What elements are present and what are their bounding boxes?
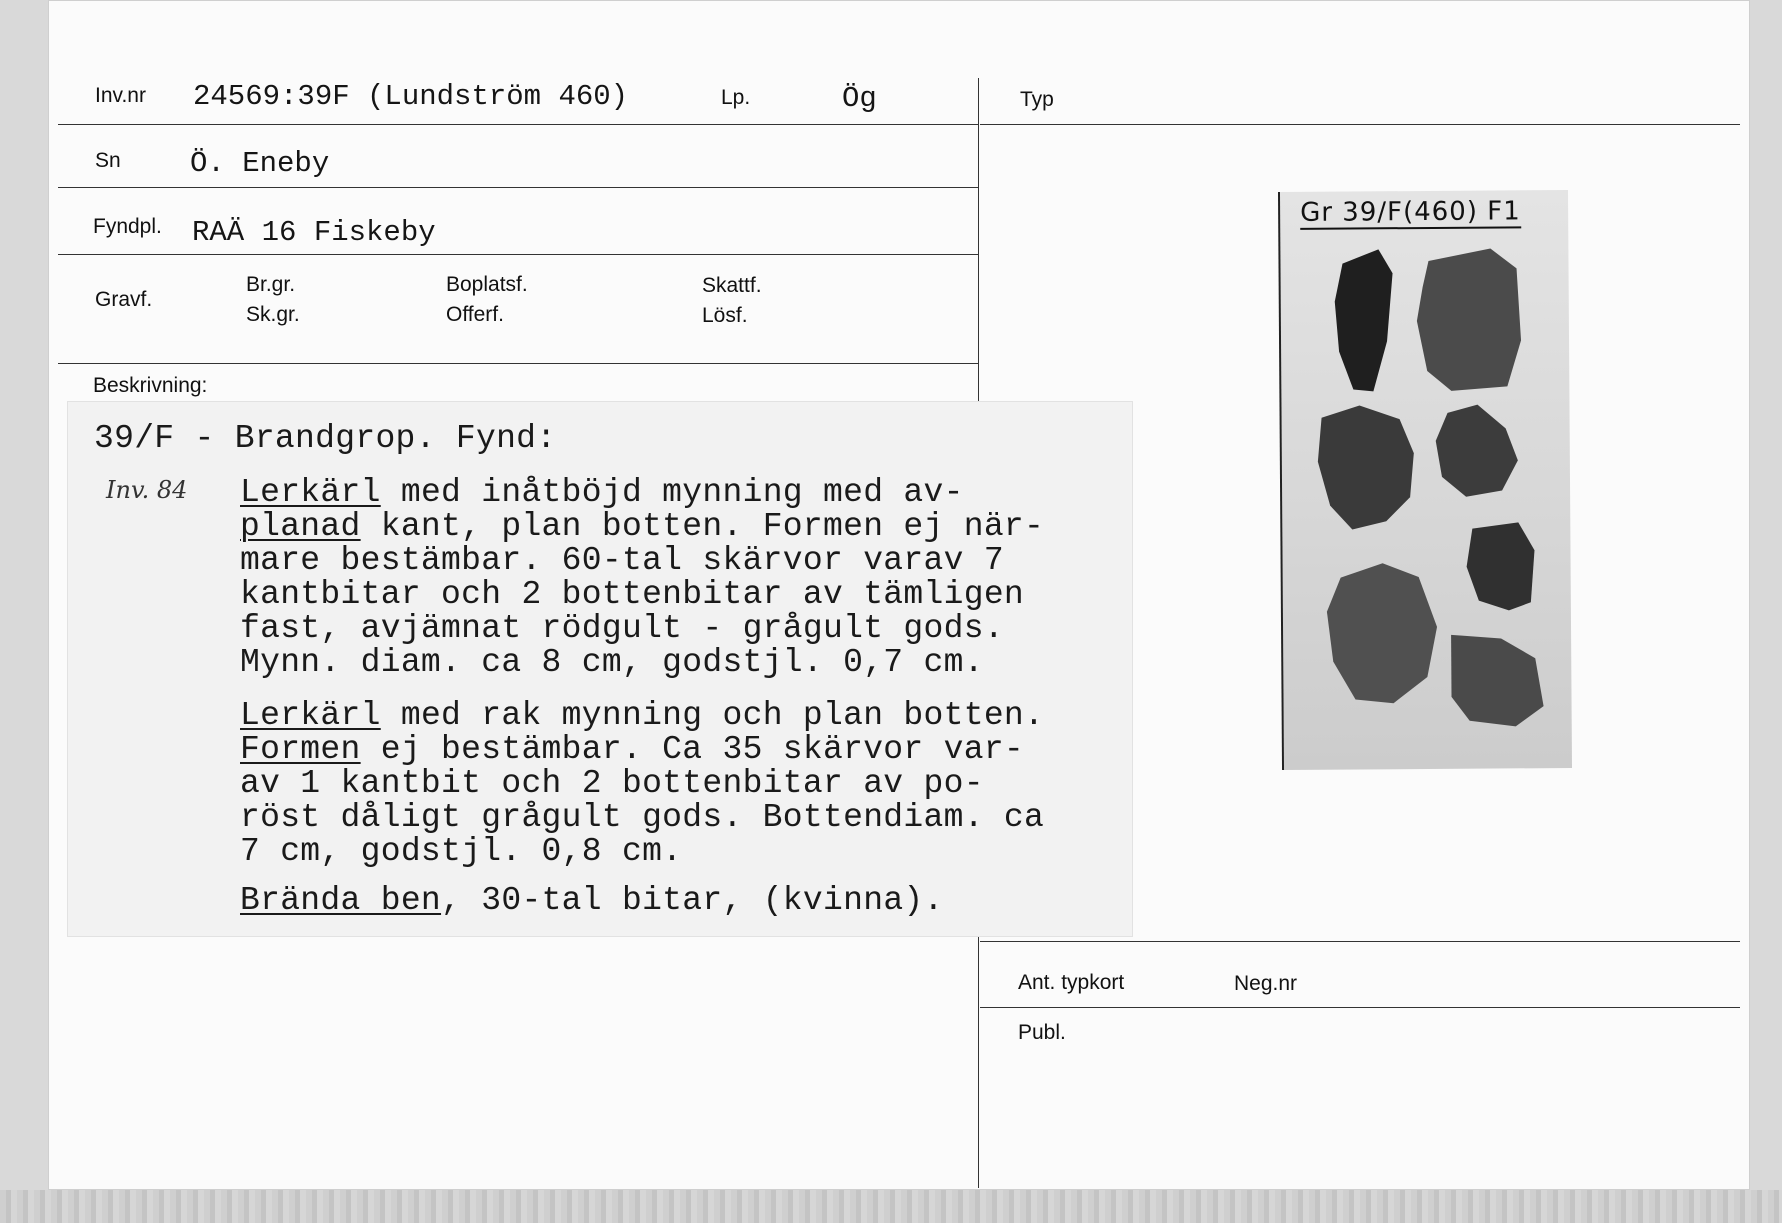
boplatsf-label: Boplatsf.	[446, 273, 528, 296]
lp-value: Ög	[842, 82, 877, 115]
publ-label: Publ.	[1018, 1021, 1066, 1044]
rule-typ	[980, 124, 1740, 125]
p1-line-3: mare bestämbar. 60-tal skärvor varav 7	[240, 542, 1004, 579]
p1-line-1-rest: med inåtböjd mynning med av-	[380, 474, 964, 511]
p1-line-6: Mynn. diam. ca 8 cm, godstjl. 0,7 cm.	[240, 644, 984, 681]
description-heading: 39/F - Brandgrop. Fynd:	[94, 420, 557, 457]
sherd-7	[1451, 634, 1544, 727]
sn-value: Ö. Eneby	[190, 147, 330, 180]
p2-line-3: av 1 kantbit och 2 bottenbitar av po-	[240, 765, 984, 802]
sherd-4	[1435, 404, 1518, 497]
p1-line-1	[240, 474, 964, 511]
scan-edge	[0, 1190, 1782, 1223]
p2-line-2-rest: ej bestämbar. Ca 35 skärvor var-	[360, 731, 1025, 768]
sherd-2	[1416, 248, 1521, 391]
inv-label: Inv.nr	[95, 84, 146, 107]
p1-line-4: kantbitar och 2 bottenbitar av tämligen	[240, 576, 1025, 613]
rule-ant	[980, 941, 1740, 942]
sn-label: Sn	[95, 149, 121, 172]
gravf-label: Gravf.	[95, 288, 153, 311]
br-gr-label: Br.gr.	[246, 273, 296, 296]
fyndpl-value: RAÄ 16 Fiskeby	[192, 216, 436, 249]
rule-sn	[58, 187, 978, 188]
rule-gravf	[58, 363, 978, 364]
sherds-illustration	[1280, 190, 1572, 770]
p1-line-5: fast, avjämnat rödgult - grågult gods.	[240, 610, 1004, 647]
p1-line-2	[240, 508, 1044, 545]
sherd-6	[1327, 563, 1438, 704]
sk-gr-label: Sk.gr.	[246, 303, 300, 326]
margin-note: Inv. 84	[106, 476, 188, 504]
p2-term: Lerkärl	[240, 697, 381, 734]
rule-inv	[58, 124, 978, 125]
neg-nr-label: Neg.nr	[1234, 972, 1298, 995]
p2-line-2-underlined: Formen	[240, 731, 361, 768]
p2-line-1	[240, 697, 1044, 734]
losf-label: Lösf.	[702, 304, 748, 327]
fyndpl-label: Fyndpl.	[93, 215, 162, 238]
lp-label: Lp.	[721, 86, 751, 109]
ant-typkort-label: Ant. typkort	[1018, 971, 1125, 994]
p1-line-2-underlined: planad	[240, 508, 361, 545]
sherd-1	[1334, 249, 1393, 391]
p2-line-5: 7 cm, godstjl. 0,8 cm.	[240, 833, 683, 870]
beskrivning-label: Beskrivning:	[93, 374, 208, 397]
p1-term: Lerkärl	[240, 474, 381, 511]
skattf-label: Skattf.	[702, 274, 762, 297]
rule-publ	[980, 1007, 1740, 1008]
p1-line-2-rest: kant, plan botten. Formen ej när-	[360, 508, 1045, 545]
p2-line-1-rest: med rak mynning och plan botten.	[380, 697, 1045, 734]
p2-line-4: röst dåligt grågult gods. Bottendiam. ca	[240, 799, 1045, 836]
sherd-3	[1317, 405, 1414, 530]
rule-fyndpl	[58, 254, 978, 255]
p2-line-2	[240, 731, 1024, 768]
sherd-5	[1466, 522, 1535, 610]
photo-label: Gr 39/F(460) F1	[1300, 196, 1521, 228]
offerf-label: Offerf.	[446, 303, 504, 326]
p3-line-1	[240, 882, 944, 919]
inv-value: 24569:39F (Lundström 460)	[193, 80, 629, 113]
p3-line-1-rest: , 30-tal bitar, (kvinna).	[441, 882, 944, 919]
p3-term: Brända ben	[240, 882, 442, 919]
typ-label: Typ	[1020, 88, 1054, 111]
sherds-photo	[1278, 190, 1572, 770]
